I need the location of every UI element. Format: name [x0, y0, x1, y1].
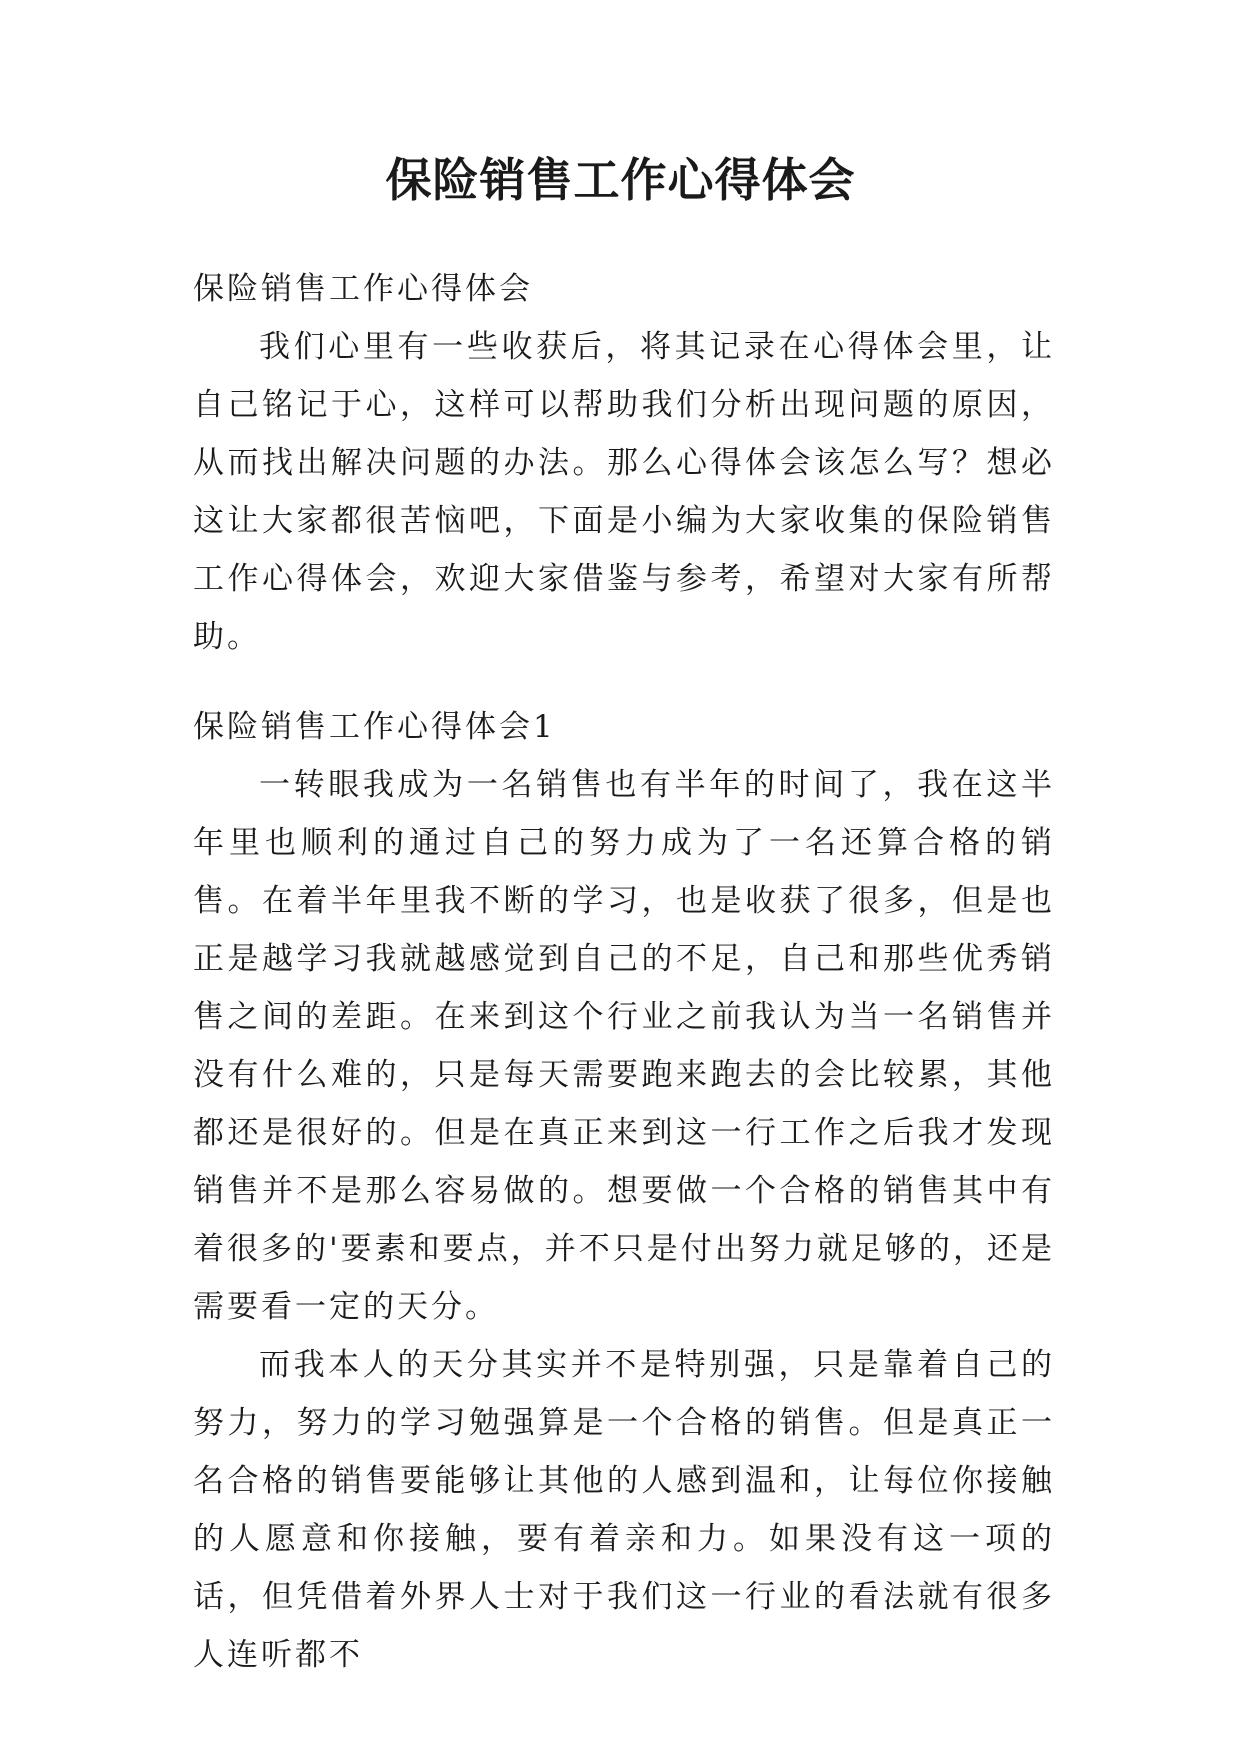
section-1-paragraph-2: 而我本人的天分其实并不是特别强，只是靠着自己的努力，努力的学习勉强算是一个合格的销售。但是真正一名合格的销售要能够让其他的人感到温和，让每位你接触的人愿意和你接触，要有着亲和力。如果没有这一项的话，但凭借着外界人士对于我们这一行业的看法就有很多人连听都不	[193, 1347, 1055, 1673]
section-1-paragraph-1: 一转眼我成为一名销售也有半年的时间了，我在这半年里也顺利的通过自己的努力成为了一名还算合格的销售。在着半年里我不断的学习，也是收获了很多，但是也正是越学习我就越感觉到自己的不足，自己和那些优秀销售之间的差距。在来到这个行业之前我认为当一名销售并没有什么难的，只是每天需要跑来跑去的会比较累，其他都还是很好的。但是在真正来到这一行工作之后我才发现销售并不是那么容易做的。想要做一个合格的销售其中有着很多的'要素和要点，并不只是付出努力就足够的，还是需要看一定的天分。	[193, 767, 1055, 1325]
section-1	[193, 698, 1055, 1684]
intro-section	[193, 260, 1055, 666]
section-1-subtitle: 保险销售工作心得体会1	[193, 709, 556, 745]
document-title: 保险销售工作心得体会	[385, 153, 856, 207]
intro-subtitle: 保险销售工作心得体会	[193, 271, 533, 307]
intro-paragraph: 我们心里有一些收获后，将其记录在心得体会里，让自己铭记于心，这样可以帮助我们分析出现问题的原因，从而找出解决问题的办法。那么心得体会该怎么写？想必这让大家都很苦恼吧，下面是小编为大家收集的保险销售工作心得体会，欢迎大家借鉴与参考，希望对大家有所帮助。	[193, 329, 1055, 655]
